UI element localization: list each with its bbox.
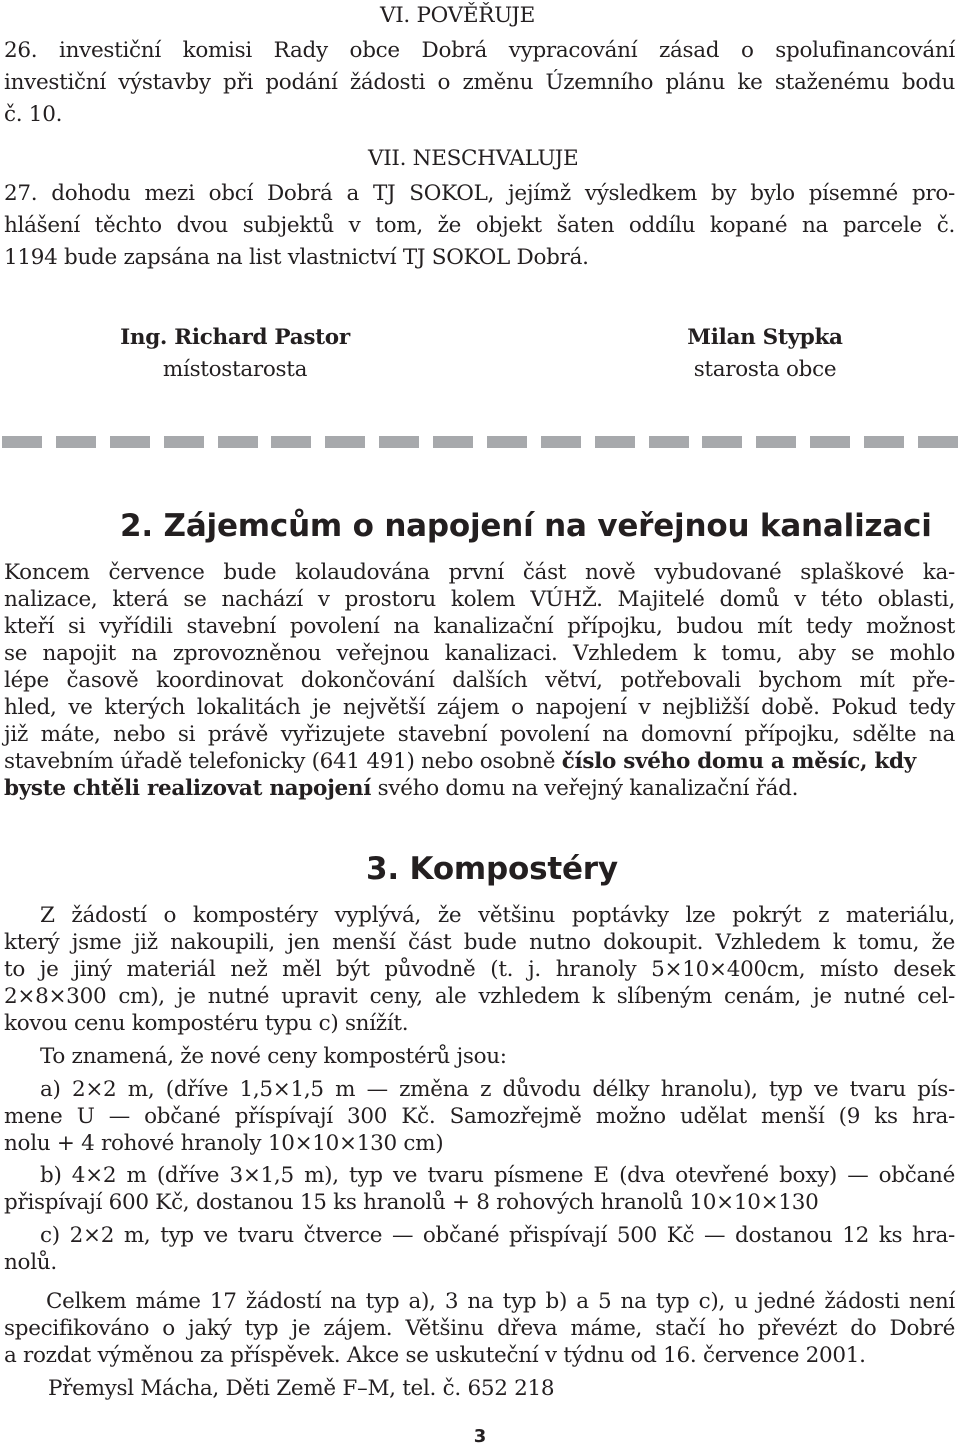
kompostery-prices-intro: To znamená, že nové ceny kompostérů jsou:: [40, 1044, 507, 1069]
kompostery-intro-line: kovou cenu kompostéru typu c) snížít.: [4, 1011, 409, 1036]
section-vi-line: investiční výstavby při podání žádosti o změnu Územního plánu ke staženému bodu: [4, 70, 955, 95]
item-a-line: a) 2×2 m, (dříve 1,5×1,5 m — změna z důvodu délky hranolu), typ ve tvaru pís-: [40, 1077, 955, 1102]
dashed-separator: [2, 436, 958, 448]
kanalizace-line: nalizace, která se nachází v prostoru kolem VÚHŽ. Majitelé domů v této oblasti,: [4, 587, 955, 612]
kompostery-intro-line: 2×8×300 cm), je nutné upravit ceny, ale vzhledem k slíbeným cenám, je nutné cel-: [4, 984, 955, 1009]
kanalizace-line: již máte, nebo si právě vyřizujete stavební povolení na domovní přípojku, sdělte na: [4, 722, 955, 747]
page-number: 3: [473, 1426, 487, 1447]
kanalizace-line8-bold: číslo svého domu a měsíc, kdy: [561, 749, 916, 774]
kanalizace-line: kteří si vyřídili stavební povolení na kanalizační přípojku, budou mít tedy možnost: [4, 614, 955, 639]
section-vi-line: 26. investiční komisi Rady obce Dobrá vypracování zásad o spolufinancování: [4, 38, 955, 63]
kanalizace-line: se napojit na zprovozněnou veřejnou kanalizaci. Vzhledem k tomu, aby se mohlo: [4, 641, 955, 666]
article-author: Přemysl Mácha, Děti Země F–M, tel. č. 652 218: [48, 1376, 555, 1401]
section-vi-line: č. 10.: [4, 102, 63, 127]
kompostery-intro-line: to je jiný materiál než měl být původně (t. j. hranoly 5×10×400cm, místo desek: [4, 957, 955, 982]
section-vii-line: 1194 bude zapsána na list vlastnictví TJ SOKOL Dobrá.: [4, 245, 589, 270]
kanalizace-line9-plain: svého domu na veřejný kanalizační řád.: [371, 776, 799, 801]
signature-left-role: místostarosta: [162, 357, 308, 382]
summary-line: a rozdat výměnou za příspěvek. Akce se uskuteční v týdnu od 16. července 2001.: [4, 1343, 866, 1368]
item-b-line: b) 4×2 m (dříve 3×1,5 m), typ ve tvaru písmene E (dva otevřené boxy) — občané: [40, 1163, 955, 1188]
kanalizace-line: Koncem července bude kolaudována první část nově vybudované splaškové ka-: [4, 560, 955, 585]
kanalizace-title: 2. Zájemcům o napojení na veřejnou kanalizaci: [120, 508, 932, 544]
kompostery-title: 3. Kompostéry: [366, 851, 618, 887]
item-b-line: přispívají 600 Kč, dostanou 15 ks hranolů + 8 rohových hranolů 10×10×130: [4, 1190, 819, 1215]
section-vii-heading: VII. NESCHVALUJE: [368, 146, 579, 171]
section-vii-line: hlášení těchto dvou subjektů v tom, že objekt šaten oddílu kopané na parcele č.: [4, 213, 955, 238]
kompostery-intro-line: Z žádostí o kompostéry vyplývá, že většinu poptávky lze pokrýt z materiálu,: [40, 903, 955, 928]
signature-right-role: starosta obce: [693, 357, 837, 382]
item-c-line: c) 2×2 m, typ ve tvaru čtverce — občané přispívají 500 Kč — dostanou 12 ks hra-: [40, 1223, 955, 1248]
kanalizace-line: [4, 775, 798, 803]
kanalizace-line: [4, 748, 916, 776]
item-a-line: mene U — občané příspívají 300 Kč. Samozřejmě možno udělat menší (9 ks hra-: [4, 1104, 955, 1129]
kanalizace-line8-plain: stavebním úřadě telefonicky (641 491) nebo osobně: [4, 749, 562, 774]
kanalizace-line: lépe časově koordinovat dokončování dalších větví, potřebovali bychom mít pře-: [4, 668, 955, 693]
kanalizace-line9-bold: byste chtěli realizovat napojení: [4, 776, 372, 801]
section-vi-heading: VI. POVĚŘUJE: [380, 3, 536, 28]
signature-right-name: Milan Stypka: [687, 325, 843, 350]
signature-left-name: Ing. Richard Pastor: [120, 325, 350, 350]
item-a-line: nolu + 4 rohové hranoly 10×10×130 cm): [4, 1131, 444, 1156]
summary-line: specifikováno o jaký typ je zájem. Většinu dřeva máme, stačí ho převézt do Dobré: [4, 1316, 955, 1341]
item-c-line: nolů.: [4, 1250, 57, 1275]
kompostery-intro-line: který jsme již nakoupili, jen menší část bude nutno dokoupit. Vzhledem k tomu, že: [4, 930, 955, 955]
summary-line: Celkem máme 17 žádostí na typ a), 3 na typ b) a 5 na typ c), u jedné žádosti není: [46, 1289, 955, 1314]
kanalizace-line: hled, ve kterých lokalitách je největší zájem o napojení v nejbližší době. Pokud tedy: [4, 695, 955, 720]
section-vii-line: 27. dohodu mezi obcí Dobrá a TJ SOKOL, jejímž výsledkem by bylo písemné pro-: [4, 181, 955, 206]
